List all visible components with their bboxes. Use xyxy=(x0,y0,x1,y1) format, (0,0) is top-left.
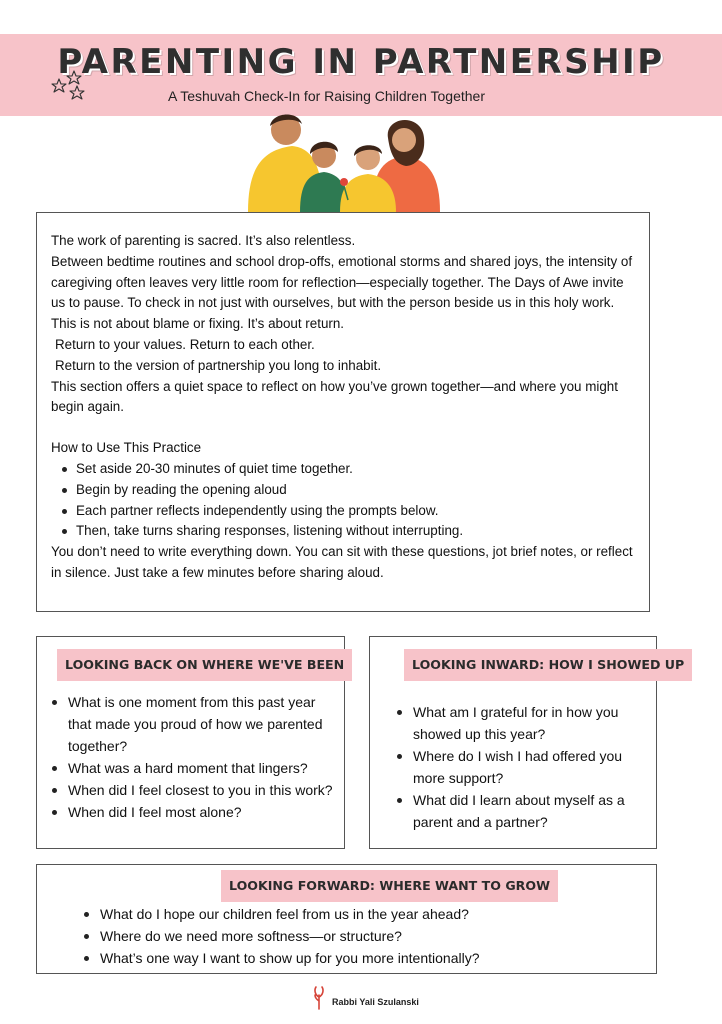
looking-inward-title: LOOKING INWARD: HOW I SHOWED UP xyxy=(404,649,692,681)
looking-forward-list xyxy=(83,903,643,969)
list-item: Where do we need more softness—or structure? xyxy=(83,925,643,947)
steps-list xyxy=(51,459,635,542)
stars-doodle-icon xyxy=(50,70,90,104)
intro-paragraph: Return to your values. Return to each other. xyxy=(55,336,315,352)
page-title: PARENTING IN PARTNERSHIP xyxy=(57,42,665,82)
list-item: Each partner reflects independently using the prompts below. xyxy=(51,501,635,522)
list-item: Where do I wish I had offered you more support? xyxy=(396,745,650,789)
list-item: Set aside 20-30 minutes of quiet time together. xyxy=(51,459,635,480)
looking-back-title: LOOKING BACK ON WHERE WE'VE BEEN xyxy=(57,649,352,681)
list-item: Begin by reading the opening aloud xyxy=(51,480,635,501)
looking-inward-card xyxy=(369,636,685,849)
list-item: What’s one way I want to show up for you more intentionally? xyxy=(83,947,643,969)
looking-forward-title: LOOKING FORWARD: WHERE WANT TO GROW xyxy=(221,870,558,902)
footer xyxy=(312,984,419,1012)
list-item: What was a hard moment that lingers? xyxy=(51,757,339,779)
how-to-heading: How to Use This Practice xyxy=(51,440,202,456)
looking-inward-list xyxy=(396,701,650,833)
author-name: Rabbi Yali Szulanski xyxy=(332,997,419,1007)
list-item: What am I grateful for in how you showed up this year? xyxy=(396,701,650,745)
author-logo-icon xyxy=(312,985,326,1011)
intro-paragraph: The work of parenting is sacred. It’s also relentless. xyxy=(51,233,356,248)
list-item: What did I learn about myself as a parent and a partner? xyxy=(396,789,650,833)
intro-paragraph: Return to the version of partnership you long to inhabit. xyxy=(55,357,382,373)
list-item: When did I feel closest to you in this work? xyxy=(51,779,339,801)
intro-paragraph: This is not about blame or fixing. It’s about return. xyxy=(51,316,345,332)
intro-box xyxy=(36,212,650,612)
looking-forward-card xyxy=(36,864,657,974)
looking-back-card xyxy=(36,636,345,849)
intro-closing: You don’t need to write everything down. You can sit with these questions, jot brief notes, or reflect in silence. Just take a few minutes before sharing aloud. xyxy=(51,544,633,580)
list-item: What do I hope our children feel from us in the year ahead? xyxy=(83,903,643,925)
page-subtitle: A Teshuvah Check-In for Raising Children Together xyxy=(168,88,485,104)
looking-back-list xyxy=(51,691,339,823)
intro-paragraph: This section offers a quiet space to reflect on how you’ve grown together—and where you might begin again. xyxy=(51,378,618,415)
list-item: When did I feel most alone? xyxy=(51,801,339,823)
list-item: Then, take turns sharing responses, listening without interrupting. xyxy=(51,521,635,542)
family-illustration xyxy=(244,108,444,212)
list-item: What is one moment from this past year that made you proud of how we parented together? xyxy=(51,691,339,757)
intro-paragraph: Between bedtime routines and school drop-offs, emotional storms and shared joys, the intensity of caregiving often leaves very little room for reflection—especially together. The Days of Awe invite us to pause. To check in not just with ourselves, but with the person beside us in this holy work. xyxy=(51,253,633,311)
